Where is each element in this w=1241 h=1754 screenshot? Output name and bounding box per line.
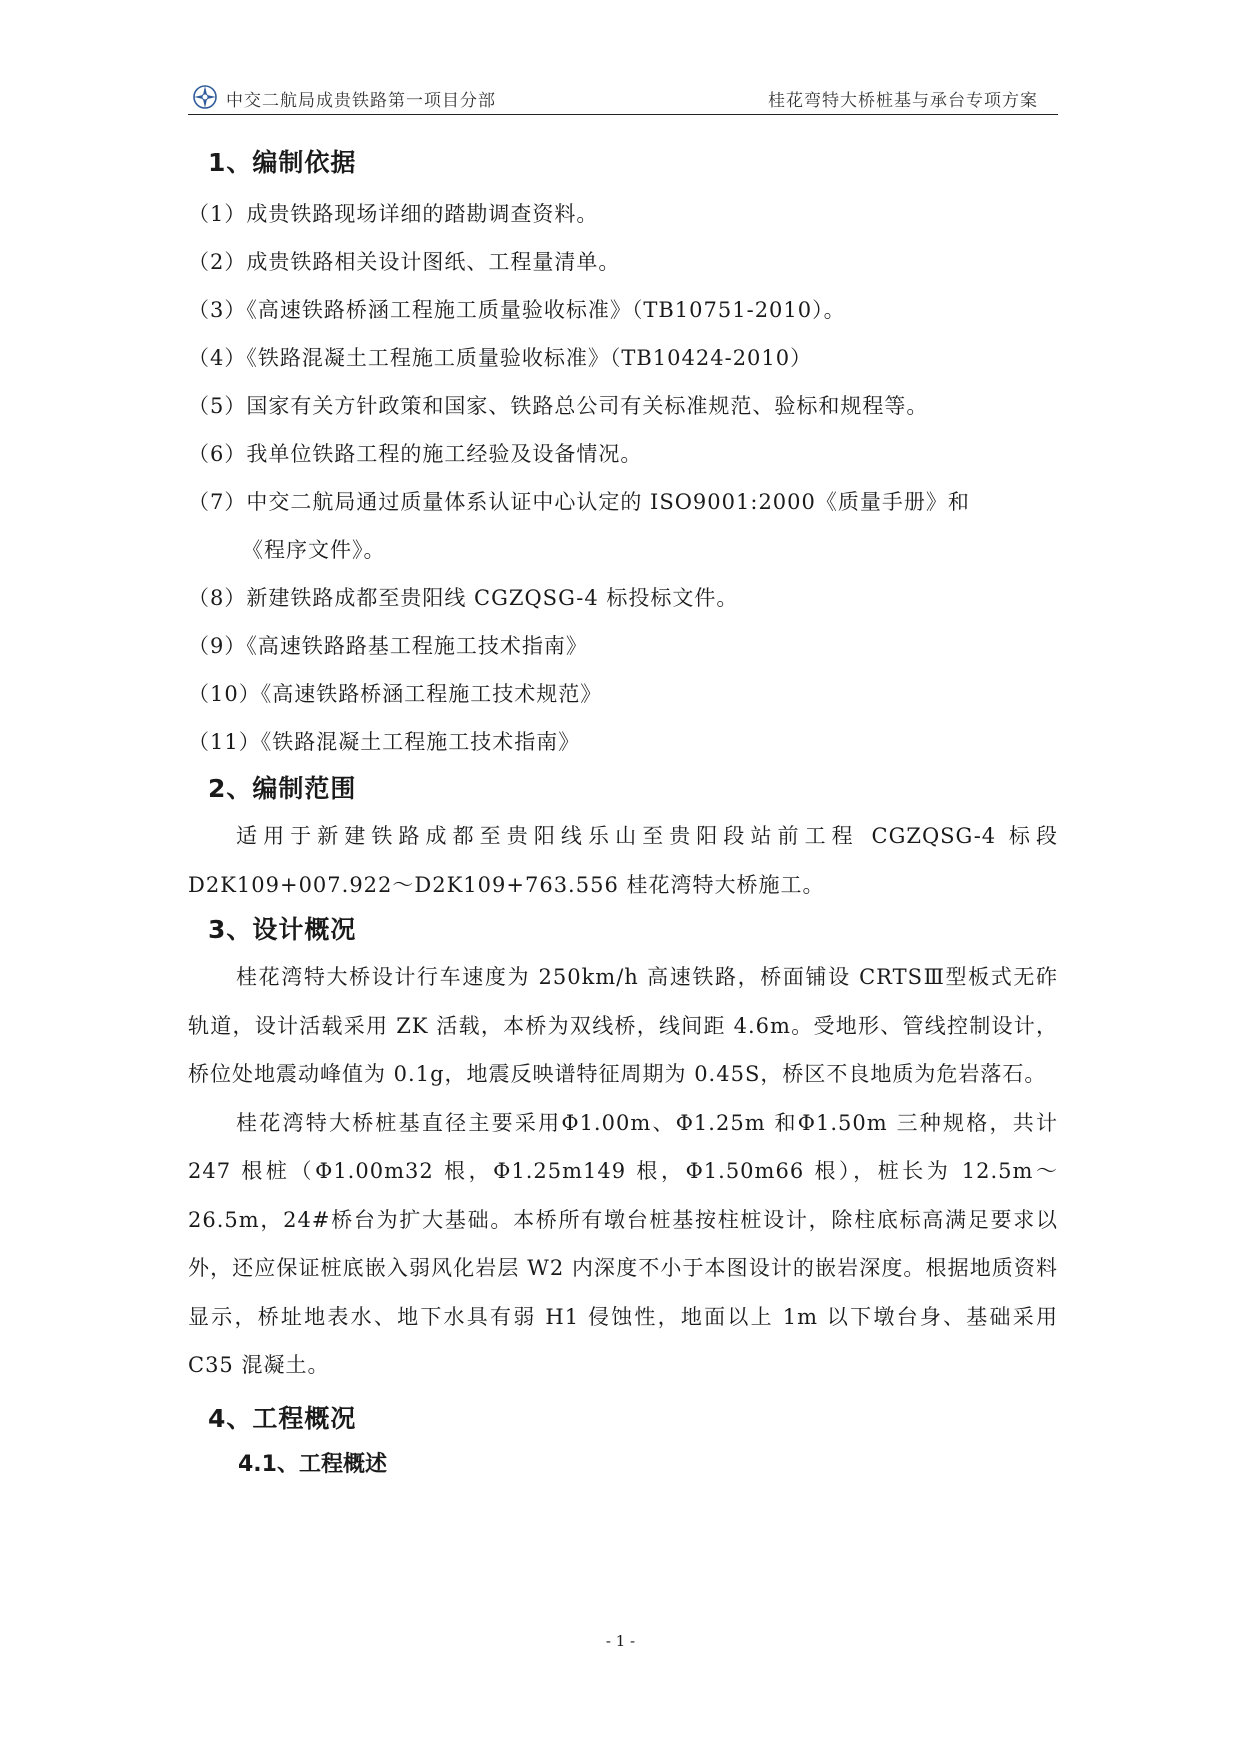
section-2-title: 2、编制范围 (208, 774, 357, 803)
header-rule (188, 114, 1058, 115)
basis-item-5: （5）国家有关方针政策和国家、铁路总公司有关标准规范、验标和规程等。 (188, 394, 929, 418)
section-3-title: 3、设计概况 (208, 915, 357, 944)
basis-item-8: （8）新建铁路成都至贵阳线 CGZQSG-4 标投标文件。 (188, 586, 739, 610)
basis-item-6: （6）我单位铁路工程的施工经验及设备情况。 (188, 442, 643, 466)
header-organization: 中交二航局成贵铁路第一项目分部 (226, 91, 496, 111)
design-paragraph-1: 桂花湾特大桥设计行车速度为 250km/h 高速铁路，桥面铺设 CRTSⅢ型板式无砟轨道，设计活载采用 ZK 活载，本桥为双线桥，线间距 4.6m。受地形、管线控制设计，桥位处地震动峰值为 0.1g，地震反映谱特征周期为 0.45S，桥区不良地质为危岩落石。 (188, 965, 1058, 1086)
basis-item-10: （10）《高速铁路桥涵工程施工技术规范》 (188, 682, 603, 706)
basis-item-1: （1）成贵铁路现场详细的踏勘调查资料。 (188, 202, 599, 226)
basis-item-11: （11）《铁路混凝土工程施工技术指南》 (188, 730, 581, 754)
page-header (188, 84, 1058, 116)
design-paragraph-2: 桂花湾特大桥桩基直径主要采用Φ1.00m、Φ1.25m 和Φ1.50m 三种规格，共计 247 根桩（Φ1.00m32 根，Φ1.25m149 根，Φ1.50m66 根），桩长为 12.5m～26.5m，24#桥台为扩大基础。本桥所有墩台桩基按柱桩设计，除柱底标高满足要求以外，还应保证桩底嵌入弱风化岩层 W2 内深度不小于本图设计的嵌岩深度。根据地质资料显示，桥址地表水、地下水具有弱 H1 侵蚀性，地面以上 1m 以下墩台身、基础采用 C35 混凝土。 (188, 1110, 1058, 1377)
header-document-title: 桂花弯特大桥桩基与承台专项方案 (768, 91, 1038, 111)
document-body (188, 148, 1058, 1480)
scope-paragraph: 适用于新建铁路成都至贵阳线乐山至贵阳段站前工程 CGZQSG-4 标段 D2K109+007.922～D2K109+763.556 桂花湾特大桥施工。 (188, 824, 1058, 897)
basis-item-4: （4）《铁路混凝土工程施工质量验收标准》（TB10424-2010） (188, 346, 813, 370)
page-number: - 1 - (605, 1632, 636, 1650)
section-1-title: 1、编制依据 (208, 148, 357, 177)
basis-item-2: （2）成贵铁路相关设计图纸、工程量清单。 (188, 250, 621, 274)
section-4-title: 4、工程概况 (208, 1403, 357, 1433)
basis-item-7-continued: 《程序文件》。 (242, 538, 386, 562)
basis-item-3: （3）《高速铁路桥涵工程施工质量验收标准》（TB10751-2010）。 (188, 298, 846, 322)
company-logo-icon (192, 84, 218, 110)
basis-item-9: （9）《高速铁路路基工程施工技术指南》 (188, 634, 588, 658)
subsection-4-1-title: 4.1、工程概述 (238, 1451, 387, 1477)
basis-item-7: （7）中交二航局通过质量体系认证中心认定的 ISO9001:2000《质量手册》和 (188, 490, 970, 514)
